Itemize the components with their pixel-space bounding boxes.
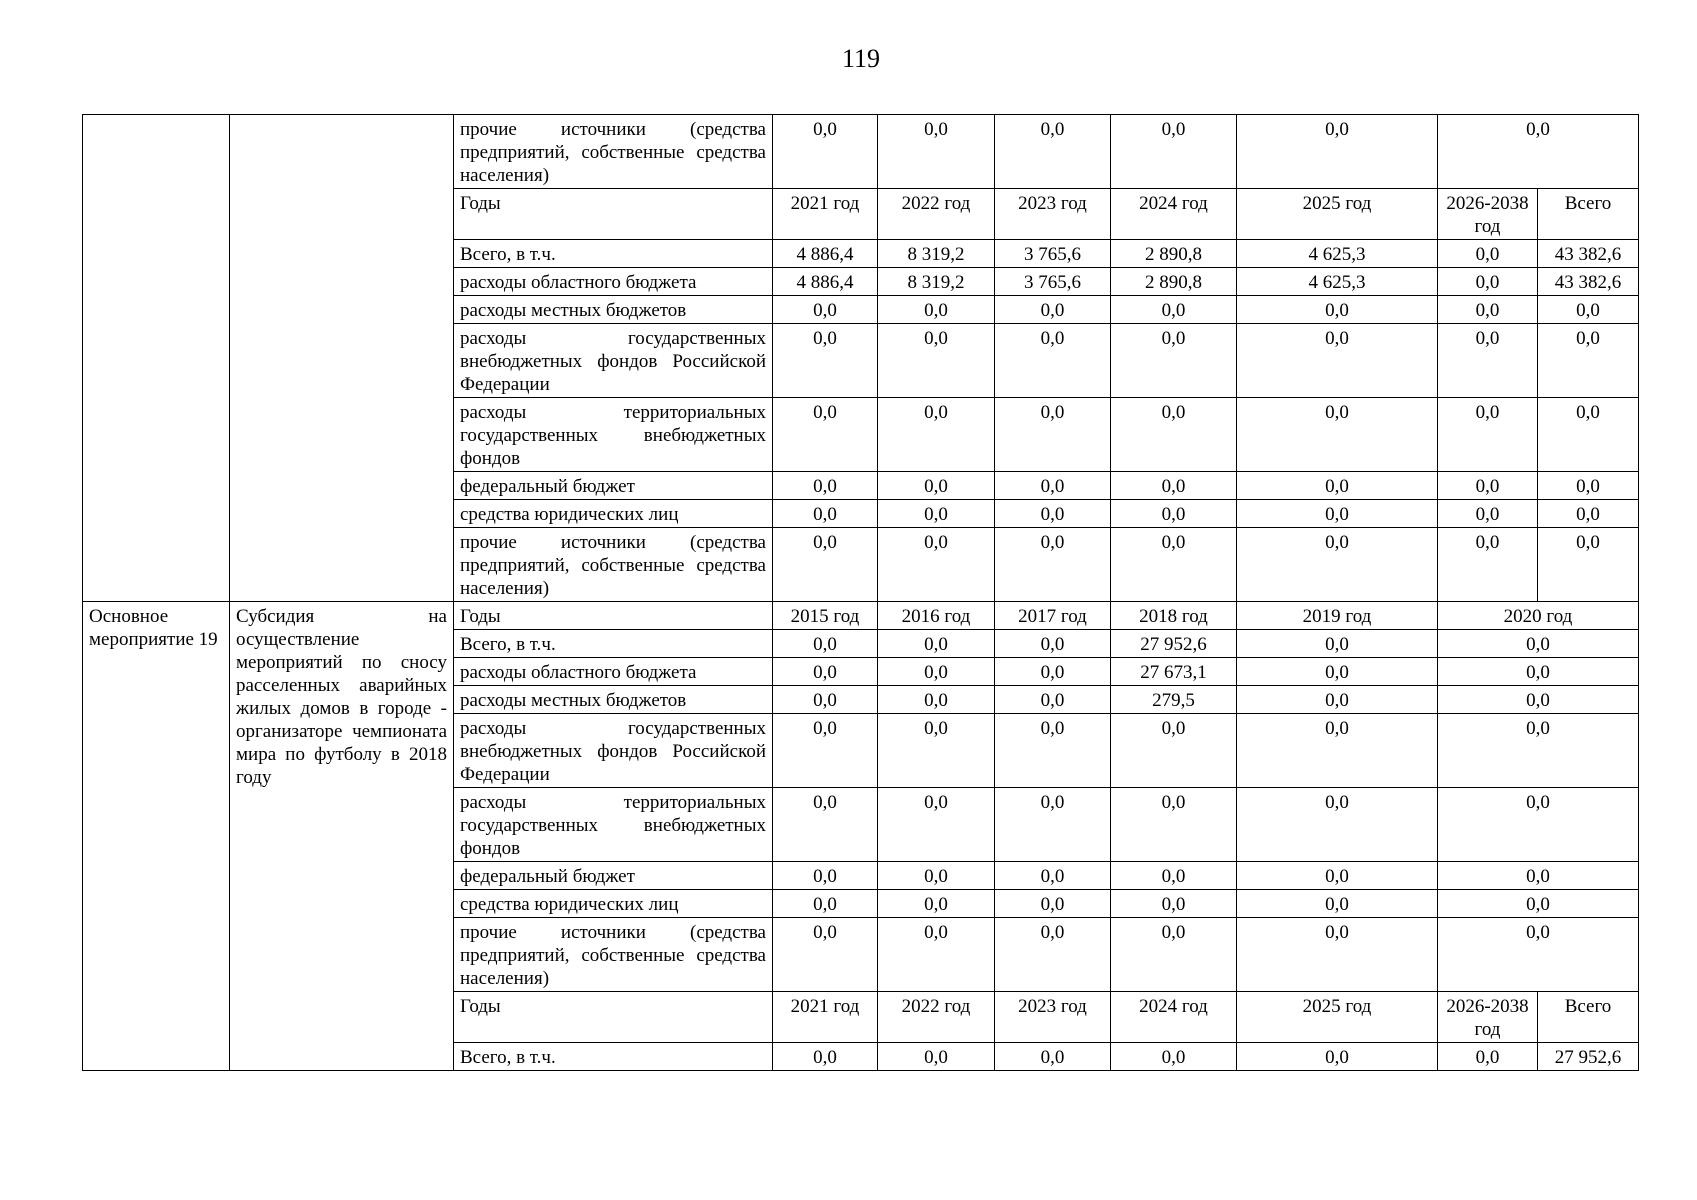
value-cell: 4 886,4	[773, 240, 878, 268]
value-cell: 0,0	[878, 1043, 995, 1071]
value-cell: 0,0	[1111, 324, 1237, 398]
value-cell: 0,0	[773, 324, 878, 398]
year-header: 2019 год	[1237, 602, 1438, 630]
value-cell: 0,0	[995, 296, 1111, 324]
row-label: прочие источники (средства предприятий, собственные средства населения)	[454, 918, 773, 992]
value-cell: 0,0	[1438, 296, 1538, 324]
row-label: Годы	[454, 992, 773, 1043]
value-cell: 0,0	[1111, 890, 1237, 918]
value-cell: 0,0	[1438, 324, 1538, 398]
value-cell: 0,0	[1237, 324, 1438, 398]
measure-cell-prev	[83, 115, 230, 602]
value-cell: 0,0	[995, 862, 1111, 890]
table-row	[83, 602, 1639, 630]
value-cell: 0,0	[773, 528, 878, 602]
value-cell: 0,0	[1237, 1043, 1438, 1071]
row-label: средства юридических лиц	[454, 500, 773, 528]
value-cell: 0,0	[773, 658, 878, 686]
value-cell: 8 319,2	[878, 268, 995, 296]
value-cell: 0,0	[995, 500, 1111, 528]
value-cell: 0,0	[995, 472, 1111, 500]
value-cell: 0,0	[1237, 630, 1438, 658]
value-cell: 4 625,3	[1237, 268, 1438, 296]
row-label: средства юридических лиц	[454, 890, 773, 918]
value-cell: 0,0	[878, 630, 995, 658]
year-header: 2018 год	[1111, 602, 1237, 630]
year-header: Всего	[1538, 189, 1639, 240]
value-cell: 0,0	[1438, 918, 1639, 992]
row-label: прочие источники (средства предприятий, собственные средства населения)	[454, 528, 773, 602]
value-cell: 0,0	[995, 528, 1111, 602]
value-cell: 0,0	[995, 630, 1111, 658]
value-cell: 0,0	[1111, 714, 1237, 788]
year-header: 2021 год	[773, 992, 878, 1043]
value-cell: 0,0	[878, 918, 995, 992]
value-cell: 0,0	[1538, 296, 1639, 324]
value-cell: 0,0	[878, 500, 995, 528]
value-cell: 0,0	[878, 528, 995, 602]
value-cell: 2 890,8	[1111, 240, 1237, 268]
value-cell: 0,0	[1438, 115, 1639, 189]
value-cell: 0,0	[773, 890, 878, 918]
row-label: Годы	[454, 602, 773, 630]
value-cell: 0,0	[995, 890, 1111, 918]
value-cell: 0,0	[1111, 398, 1237, 472]
value-cell: 0,0	[1438, 528, 1538, 602]
year-header: 2024 год	[1111, 189, 1237, 240]
value-cell: 0,0	[1438, 1043, 1538, 1071]
row-label: расходы местных бюджетов	[454, 296, 773, 324]
year-header: 2016 год	[878, 602, 995, 630]
value-cell: 3 765,6	[995, 268, 1111, 296]
value-cell: 43 382,6	[1538, 240, 1639, 268]
value-cell: 0,0	[878, 658, 995, 686]
year-header: 2023 год	[995, 189, 1111, 240]
value-cell: 0,0	[1237, 296, 1438, 324]
value-cell: 3 765,6	[995, 240, 1111, 268]
value-cell: 0,0	[1111, 918, 1237, 992]
value-cell: 0,0	[1438, 862, 1639, 890]
value-cell: 0,0	[773, 686, 878, 714]
value-cell: 0,0	[1538, 398, 1639, 472]
row-label: расходы государственных внебюджетных фондов Российской Федерации	[454, 324, 773, 398]
value-cell: 0,0	[773, 296, 878, 324]
value-cell: 0,0	[1237, 788, 1438, 862]
value-cell: 0,0	[1438, 890, 1639, 918]
measure-description: Субсидия на осуществление мероприятий по сносу расселенных аварийных жилых домов в городе - организаторе чемпионата мира по футболу в 2018 году	[230, 602, 454, 1071]
value-cell: 0,0	[878, 115, 995, 189]
value-cell: 4 625,3	[1237, 240, 1438, 268]
value-cell: 0,0	[995, 398, 1111, 472]
value-cell: 0,0	[1111, 115, 1237, 189]
value-cell: 0,0	[1438, 240, 1538, 268]
value-cell: 0,0	[878, 472, 995, 500]
value-cell: 0,0	[1237, 890, 1438, 918]
value-cell: 0,0	[1538, 500, 1639, 528]
budget-table	[82, 114, 1639, 1071]
year-header: 2022 год	[878, 189, 995, 240]
value-cell: 0,0	[878, 788, 995, 862]
year-header: 2015 год	[773, 602, 878, 630]
value-cell: 0,0	[773, 472, 878, 500]
value-cell: 0,0	[773, 630, 878, 658]
value-cell: 0,0	[1438, 398, 1538, 472]
value-cell: 0,0	[1237, 500, 1438, 528]
value-cell: 0,0	[773, 1043, 878, 1071]
value-cell: 27 952,6	[1111, 630, 1237, 658]
value-cell: 0,0	[1237, 472, 1438, 500]
value-cell: 0,0	[773, 500, 878, 528]
value-cell: 0,0	[995, 324, 1111, 398]
measure-name: Основное мероприятие 19	[83, 602, 230, 1071]
value-cell: 0,0	[773, 398, 878, 472]
value-cell: 0,0	[995, 918, 1111, 992]
year-header: 2023 год	[995, 992, 1111, 1043]
value-cell: 0,0	[1438, 472, 1538, 500]
value-cell: 0,0	[1237, 686, 1438, 714]
page-number: 119	[841, 44, 881, 73]
value-cell: 0,0	[1111, 1043, 1237, 1071]
value-cell: 27 952,6	[1538, 1043, 1639, 1071]
row-label: расходы областного бюджета	[454, 658, 773, 686]
value-cell: 43 382,6	[1538, 268, 1639, 296]
value-cell: 0,0	[1438, 686, 1639, 714]
value-cell: 0,0	[1438, 788, 1639, 862]
value-cell: 0,0	[878, 324, 995, 398]
value-cell: 0,0	[1237, 398, 1438, 472]
year-header: 2021 год	[773, 189, 878, 240]
year-header: 2025 год	[1237, 992, 1438, 1043]
value-cell: 0,0	[1538, 528, 1639, 602]
row-label: Всего, в т.ч.	[454, 630, 773, 658]
year-header: 2026-2038 год	[1438, 992, 1538, 1043]
row-label: расходы государственных внебюджетных фондов Российской Федерации	[454, 714, 773, 788]
value-cell: 27 673,1	[1111, 658, 1237, 686]
value-cell: 279,5	[1111, 686, 1237, 714]
value-cell: 0,0	[1111, 528, 1237, 602]
value-cell: 0,0	[773, 115, 878, 189]
year-header: 2026-2038 год	[1438, 189, 1538, 240]
value-cell: 0,0	[878, 862, 995, 890]
row-label: федеральный бюджет	[454, 472, 773, 500]
value-cell: 0,0	[995, 714, 1111, 788]
year-header: 2017 год	[995, 602, 1111, 630]
row-label: Годы	[454, 189, 773, 240]
value-cell: 0,0	[1237, 115, 1438, 189]
value-cell: 0,0	[773, 862, 878, 890]
value-cell: 0,0	[1111, 296, 1237, 324]
value-cell: 4 886,4	[773, 268, 878, 296]
row-label: Всего, в т.ч.	[454, 1043, 773, 1071]
year-header: Всего	[1538, 992, 1639, 1043]
value-cell: 0,0	[1111, 862, 1237, 890]
value-cell: 0,0	[1438, 714, 1639, 788]
value-cell: 0,0	[1237, 658, 1438, 686]
value-cell: 0,0	[878, 296, 995, 324]
value-cell: 0,0	[1237, 918, 1438, 992]
table-row	[83, 115, 1639, 189]
row-label: федеральный бюджет	[454, 862, 773, 890]
row-label: Всего, в т.ч.	[454, 240, 773, 268]
value-cell: 8 319,2	[878, 240, 995, 268]
row-label: прочие источники (средства предприятий, собственные средства населения)	[454, 115, 773, 189]
value-cell: 0,0	[1538, 472, 1639, 500]
value-cell: 0,0	[878, 398, 995, 472]
row-label: расходы местных бюджетов	[454, 686, 773, 714]
description-cell-prev	[230, 115, 454, 602]
value-cell: 0,0	[878, 686, 995, 714]
row-label: расходы территориальных государственных внебюджетных фондов	[454, 788, 773, 862]
value-cell: 0,0	[1237, 714, 1438, 788]
value-cell: 0,0	[1438, 658, 1639, 686]
value-cell: 0,0	[995, 658, 1111, 686]
value-cell: 0,0	[773, 918, 878, 992]
value-cell: 2 890,8	[1111, 268, 1237, 296]
value-cell: 0,0	[1438, 268, 1538, 296]
value-cell: 0,0	[1237, 862, 1438, 890]
value-cell: 0,0	[1111, 788, 1237, 862]
value-cell: 0,0	[773, 788, 878, 862]
value-cell: 0,0	[1111, 472, 1237, 500]
value-cell: 0,0	[995, 115, 1111, 189]
value-cell: 0,0	[878, 890, 995, 918]
value-cell: 0,0	[1438, 630, 1639, 658]
value-cell: 0,0	[878, 714, 995, 788]
year-header: 2025 год	[1237, 189, 1438, 240]
value-cell: 0,0	[1237, 528, 1438, 602]
year-header: 2022 год	[878, 992, 995, 1043]
row-label: расходы территориальных государственных внебюджетных фондов	[454, 398, 773, 472]
value-cell: 0,0	[995, 1043, 1111, 1071]
year-header: 2020 год	[1438, 602, 1639, 630]
year-header: 2024 год	[1111, 992, 1237, 1043]
value-cell: 0,0	[995, 686, 1111, 714]
value-cell: 0,0	[995, 788, 1111, 862]
row-label: расходы областного бюджета	[454, 268, 773, 296]
value-cell: 0,0	[773, 714, 878, 788]
value-cell: 0,0	[1438, 500, 1538, 528]
value-cell: 0,0	[1538, 324, 1639, 398]
value-cell: 0,0	[1111, 500, 1237, 528]
